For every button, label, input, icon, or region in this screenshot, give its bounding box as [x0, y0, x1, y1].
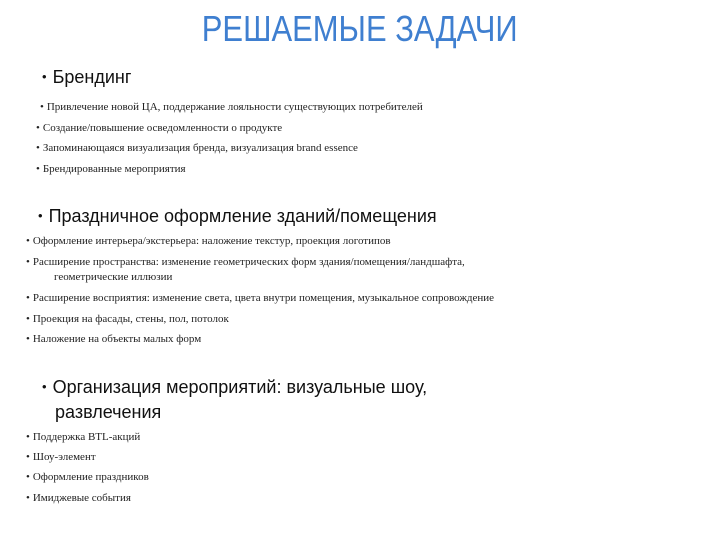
- heading-text: Организация мероприятий: визуальные шоу,: [52, 377, 428, 397]
- heading-text: Праздничное оформление зданий/помещения: [48, 206, 437, 226]
- section-heading-decoration: [38, 205, 437, 227]
- list-item-text: Проекция на фасады, стены, пол, потолок: [32, 313, 229, 325]
- list-item-text: Расширение восприятия: изменение света, цвета внутри помещения, музыкальное сопровождение: [32, 292, 495, 304]
- list-item-text: Создание/повышение осведомленности о продукте: [42, 122, 283, 134]
- list-item-text: Наложение на объекты малых форм: [32, 333, 202, 345]
- list-item-text: Расширение пространства: изменение геометрических форм здания/помещения/ландшафта,: [32, 256, 465, 268]
- list-item: [26, 234, 391, 248]
- list-item: [26, 430, 140, 444]
- bullet: •: [26, 292, 30, 304]
- bullet: •: [36, 122, 40, 134]
- list-item: [26, 255, 465, 269]
- list-item: [26, 450, 96, 464]
- bullet: •: [26, 451, 30, 463]
- list-item-text: Запоминающаяся визуализация бренда, визуализация brand essence: [42, 142, 358, 154]
- bullet: •: [26, 313, 30, 325]
- bullet: •: [26, 471, 30, 483]
- bullet: •: [26, 492, 30, 504]
- list-item: [40, 100, 423, 114]
- bullet: •: [26, 333, 30, 345]
- list-item-text: Имиджевые события: [32, 492, 131, 504]
- list-item: [36, 141, 358, 155]
- bullet: •: [40, 101, 44, 113]
- section-heading-events-line2: развлечения: [55, 402, 162, 422]
- list-item-text: Брендированные мероприятия: [42, 163, 186, 175]
- list-item: [26, 291, 494, 305]
- list-item-text: Поддержка BTL-акций: [32, 431, 141, 443]
- bullet: •: [26, 256, 30, 268]
- bullet: •: [26, 235, 30, 247]
- list-item: [26, 332, 201, 346]
- list-item: [26, 312, 229, 326]
- bullet: •: [36, 142, 40, 154]
- list-item-text: Оформление праздников: [32, 471, 149, 483]
- section-heading-events: [42, 376, 427, 398]
- page-title: РЕШАЕМЫЕ ЗАДАЧИ: [201, 8, 518, 49]
- list-item: [36, 162, 186, 176]
- list-item-text: Шоу-элемент: [32, 451, 96, 463]
- list-item-text: Оформление интерьера/экстерьера: наложение текстур, проекция логотипов: [32, 235, 391, 247]
- bullet: •: [36, 163, 40, 175]
- list-item: [36, 121, 282, 135]
- bullet: •: [42, 379, 47, 394]
- section-heading-branding: [42, 66, 131, 88]
- list-item-text: Привлечение новой ЦА, поддержание лояльности существующих потребителей: [46, 101, 423, 113]
- list-item: [26, 470, 149, 484]
- bullet: •: [42, 69, 47, 84]
- list-item: [26, 491, 131, 505]
- heading-text: Брендинг: [52, 67, 132, 87]
- bullet: •: [26, 431, 30, 443]
- bullet: •: [38, 208, 43, 223]
- list-item-continuation: геометрические иллюзии: [54, 271, 173, 283]
